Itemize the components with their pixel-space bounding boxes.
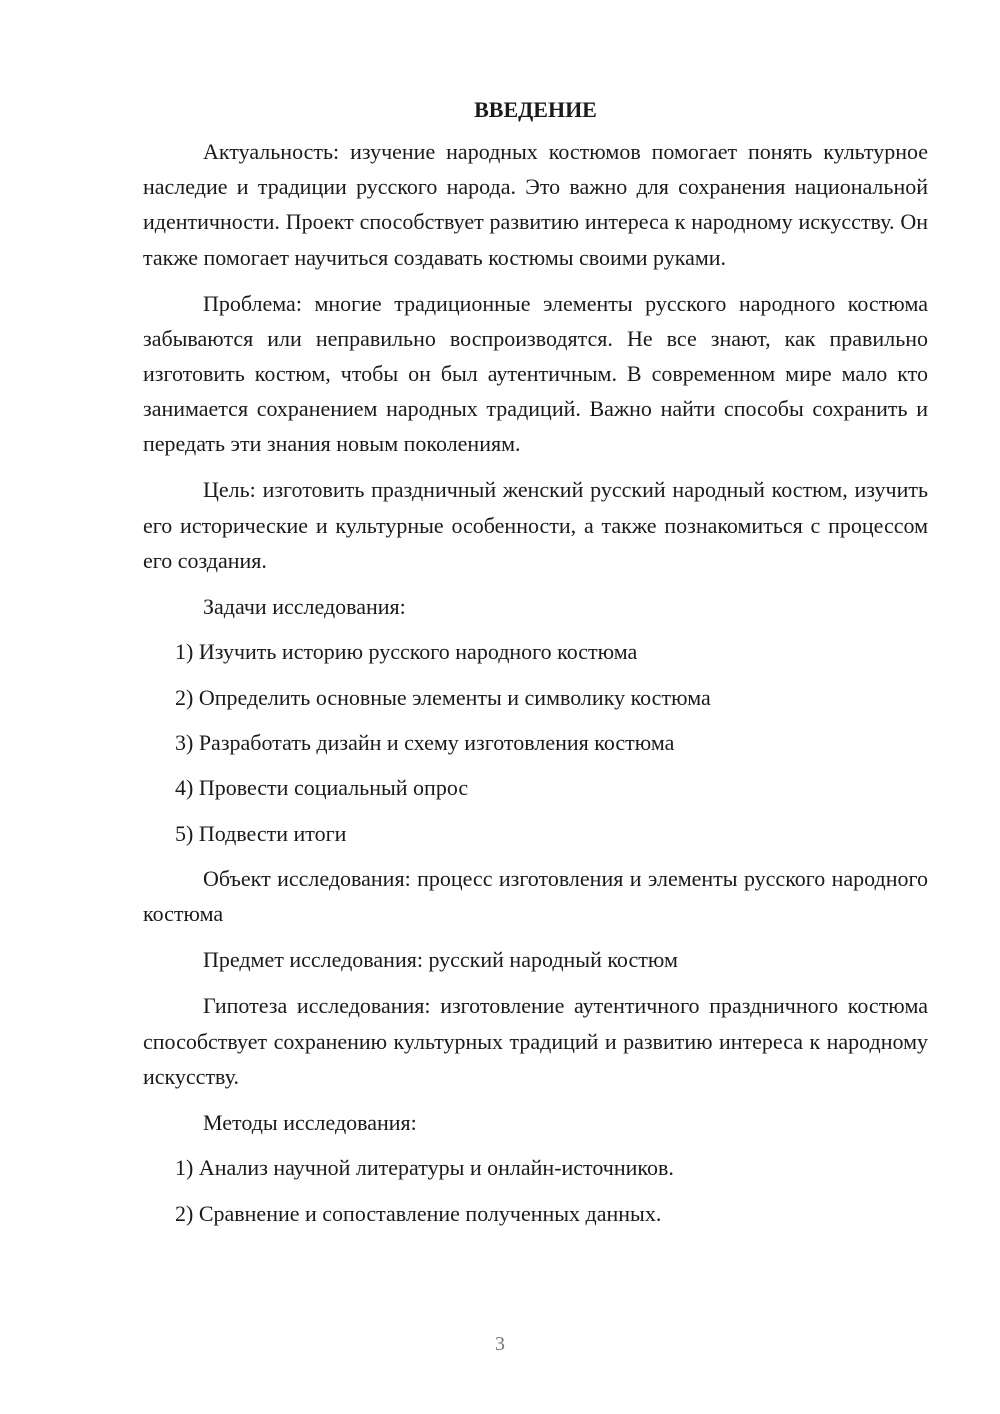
goal-paragraph: Цель: изготовить праздничный женский русский народный костюм, изучить его исторические и культурные особенности, а также познакомиться с процессом его создания. bbox=[143, 477, 928, 573]
object-paragraph: Объект исследования: процесс изготовления и элементы русского народного костюма bbox=[143, 866, 928, 927]
task-item-5: 5) Подвести итоги bbox=[175, 820, 347, 846]
hypothesis-paragraph: Гипотеза исследования: изготовление аутентичного праздничного костюма способствует сохранению культурных традиций и развитию интереса к народному искусству. bbox=[143, 993, 928, 1089]
task-item-4: 4) Провести социальный опрос bbox=[175, 775, 469, 801]
method-item-1: 1) Анализ научной литературы и онлайн-источников. bbox=[175, 1155, 674, 1181]
relevance-paragraph: Актуальность: изучение народных костюмов помогает понять культурное наследие и традиции русского народа. Это важно для сохранения национальной идентичности. Проект способствует развитию интереса к народному искусству. Он также помогает научиться создавать костюмы своими руками. bbox=[143, 139, 928, 270]
page-number: 3 bbox=[495, 1333, 505, 1355]
subject-paragraph: Предмет исследования: русский народный костюм bbox=[203, 947, 678, 973]
task-item-1: 1) Изучить историю русского народного костюма bbox=[175, 639, 638, 665]
document-page bbox=[143, 92, 928, 1241]
section-heading: ВВЕДЕНИЕ bbox=[474, 97, 597, 122]
tasks-label: Задачи исследования: bbox=[203, 593, 406, 619]
methods-label: Методы исследования: bbox=[203, 1109, 417, 1135]
method-item-2: 2) Сравнение и сопоставление полученных данных. bbox=[175, 1200, 662, 1226]
task-item-2: 2) Определить основные элементы и символику костюма bbox=[175, 684, 711, 710]
task-item-3: 3) Разработать дизайн и схему изготовления костюма bbox=[175, 730, 675, 755]
problem-paragraph: Проблема: многие традиционные элементы русского народного костюма забываются или неправильно воспроизводятся. Не все знают, как правильно изготовить костюм, чтобы он был аутентичным. В современном мире мало кто занимается сохранением народных традиций. Важно найти способы сохранить и передать эти знания новым поколениям. bbox=[143, 290, 928, 457]
